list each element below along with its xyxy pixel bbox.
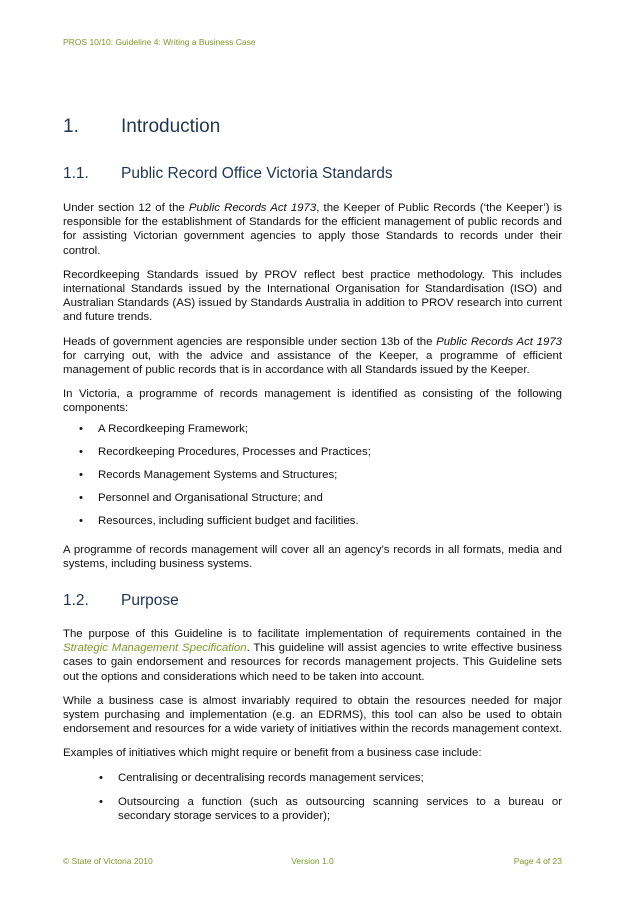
page-header: PROS 10/10: Guideline 4: Writing a Business Case xyxy=(63,37,256,47)
list-item: • Resources, including sufficient budget and facilities. xyxy=(79,515,359,528)
footer-page-number: Page 4 of 23 xyxy=(513,856,562,866)
list-item: • Outsourcing a function (such as outsourcing scanning services to a bureau or secondary storage services to a provider); xyxy=(99,795,562,823)
section-heading-1 xyxy=(63,116,562,138)
strategic-management-specification-link[interactable]: Strategic Management Specification xyxy=(63,642,247,655)
paragraph-keeper-responsibility: Under section 12 of the Public Records Act 1973, the Keeper of Public Records (‘the Keeper’) is responsible for the establishment of Standards for the efficient management of public records and for assisting Victorian government agencies to apply those Standards to records under their control. xyxy=(63,202,562,257)
list-item: • Records Management Systems and Structures; xyxy=(79,469,338,482)
page-content xyxy=(63,116,562,823)
act-reference: Public Records Act 1973 xyxy=(436,335,563,348)
list-item: • Personnel and Organisational Structure; and xyxy=(79,492,323,505)
paragraph-programme-coverage: A programme of records management will cover all an agency’s records in all formats, media and systems, including business systems. xyxy=(63,543,562,570)
initiatives-list xyxy=(63,771,562,824)
paragraph-heads-of-agencies: Heads of government agencies are responsible under section 13b of the Public Records Act 1973 for carrying out, with the advice and assistance of the Keeper, a programme of efficient management of public records that is in accordance with all Standards issued by the Keeper. xyxy=(63,335,563,377)
list-item: • Centralising or decentralising records management services; xyxy=(99,771,424,784)
footer-copyright: © State of Victoria 2010 xyxy=(63,856,153,866)
section-heading-1-1 xyxy=(63,165,562,183)
section-title: Purpose xyxy=(121,592,179,610)
section-title: Public Record Office Victoria Standards xyxy=(121,165,393,182)
footer-version: Version 1.0 xyxy=(291,856,334,866)
paragraph-purpose: The purpose of this Guideline is to facilitate implementation of requirements contained in the Strategic Management Specification. This guideline will assist agencies to write effective business cases to gain endorsement and resources for records management projects. This Guideline sets out the options and considerations which need to be taken into account. xyxy=(63,628,562,683)
paragraph-business-case-use: While a business case is almost invariably required to obtain the resources needed for major system purchasing and implementation (e.g. an EDRMS), this tool can also be used to obtain endorsement and resources for a wide variety of initiatives within the records management context. xyxy=(63,694,562,736)
section-number: 1.1. xyxy=(63,165,89,182)
components-list xyxy=(63,422,562,529)
section-heading-1-2 xyxy=(63,592,562,610)
list-item: • A Recordkeeping Framework; xyxy=(79,422,249,435)
list-item: • Recordkeeping Procedures, Processes and Practices; xyxy=(79,445,371,458)
section-number: 1. xyxy=(63,116,79,137)
page-footer xyxy=(63,856,562,866)
section-title: Introduction xyxy=(121,116,221,137)
act-reference: Public Records Act 1973 xyxy=(188,202,317,214)
paragraph-recordkeeping-standards: Recordkeeping Standards issued by PROV reflect best practice methodology. This includes international Standards issued by the International Organisation for Standardisation (ISO) and Australian Standards (AS) issued by Standards Australia in addition to PROV research into current and future trends. xyxy=(63,268,562,324)
paragraph-programme-components: In Victoria, a programme of records management is identified as consisting of the following components: xyxy=(63,388,562,415)
section-number: 1.2. xyxy=(63,592,89,610)
paragraph-examples-intro: Examples of initiatives which might require or benefit from a business case include: xyxy=(63,747,482,760)
